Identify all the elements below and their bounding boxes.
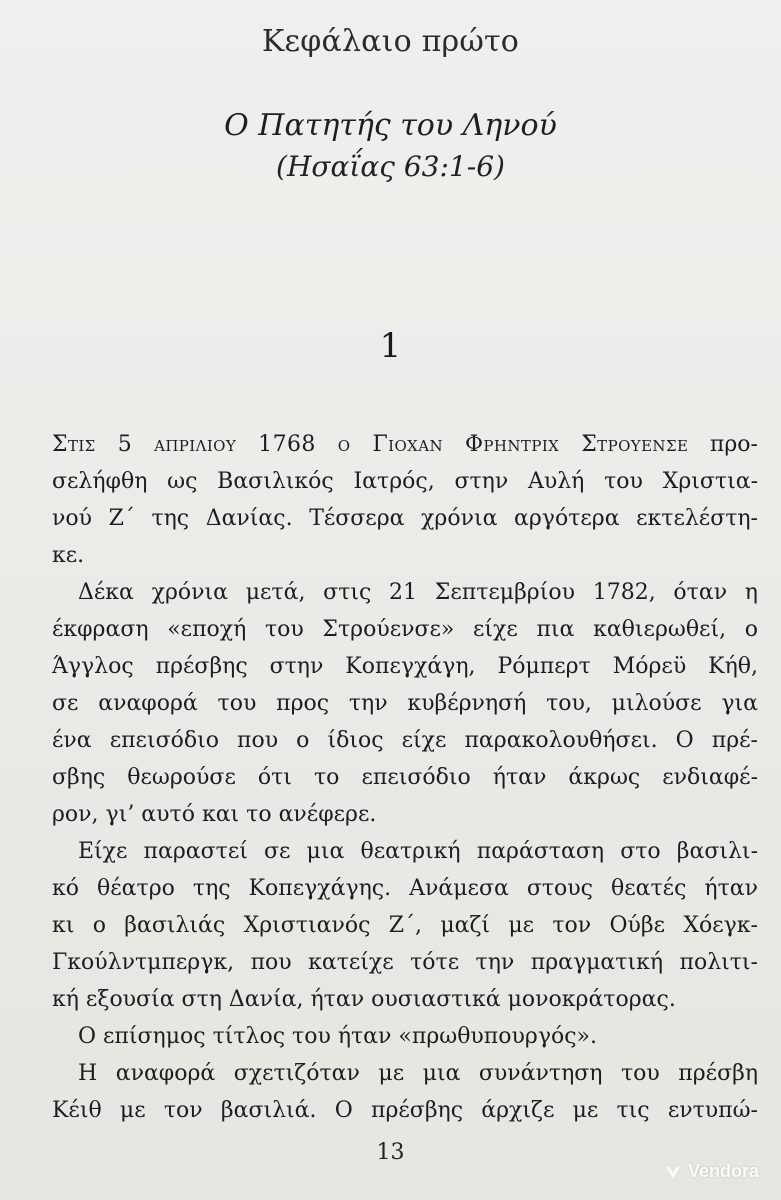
paragraph-line: σβης θεωρούσε ότι το επεισόδιο ήταν άκρως ενδιαφέ- xyxy=(52,765,758,790)
vendora-logo-icon xyxy=(664,1163,682,1181)
paragraph-line: κε. xyxy=(52,543,85,568)
paragraph-line: Δέκα χρόνια μετά, στις 21 Σεπτεμβρίου 1782, όταν η xyxy=(78,580,758,605)
paragraph-line: σε αναφορά του προς την κυβέρνησή του, μιλούσε για xyxy=(52,691,758,716)
chapter-title: Ο Πατητής του Ληνού xyxy=(224,108,557,143)
vendora-watermark xyxy=(664,1161,759,1182)
paragraph-line: Είχε παραστεί σε μια θεατρική παράσταση στο βασιλι- xyxy=(78,839,758,864)
chapter-reference: (Ησαΐας 63:1-6) xyxy=(276,150,505,183)
paragraph-line: νού Ζ΄ της Δανίας. Τέσσερα χρόνια αργότερα εκτελέστη- xyxy=(52,506,758,531)
page-number: 13 xyxy=(376,1140,405,1165)
paragraph-line: Ο επίσημος τίτλος του ήταν «πρωθυπουργός». xyxy=(78,1024,597,1049)
paragraph-line: Άγγλος πρέσβης στην Κοπεγχάγη, Ρόμπερτ Μόρεϋ Κήθ, xyxy=(52,654,758,679)
paragraph-lead-caps: Στις 5 απριλιου 1768 ο Γιοχαν Φρηντριχ Στρουενσε xyxy=(52,432,689,457)
paragraph-line: κή εξουσία στη Δανία, ήταν ουσιαστικά μονοκράτορας. xyxy=(52,987,676,1012)
paragraph-line: σελήφθη ως Βασιλικός Ιατρός, στην Αυλή του Χριστια- xyxy=(52,469,758,494)
paragraph-line: Γκούλντμπεργκ, που κατείχε τότε την πραγματική πολιτι- xyxy=(52,950,758,975)
paragraph-line: κι ο βασιλιάς Χριστιανός Ζ΄, μαζί με τον Ούβε Χόεγκ- xyxy=(52,913,758,938)
paragraph-line: κό θέατρο της Κοπεγχάγης. Ανάμεσα στους θεατές ήταν xyxy=(52,876,758,901)
paragraph-line-tail: προ- xyxy=(688,432,758,457)
section-number: 1 xyxy=(379,326,402,366)
body-text xyxy=(52,426,758,1129)
paragraph-line: Η αναφορά σχετιζόταν με μια συνάντηση του πρέσβη xyxy=(78,1061,758,1086)
paragraph-line xyxy=(52,426,758,463)
paragraph-line: ρον, γι’ αυτό και το ανέφερε. xyxy=(52,802,377,827)
chapter-label: Κεφάλαιο πρώτο xyxy=(261,24,520,59)
paragraph-line: ένα επεισόδιο που ο ίδιος είχε παρακολουθήσει. Ο πρέ- xyxy=(52,728,758,753)
watermark-brand: Vendora xyxy=(687,1161,759,1181)
paragraph-line: Κέιθ με τον βασιλιά. Ο πρέσβης άρχιζε με τις εντυπώ- xyxy=(52,1098,758,1123)
paragraph-line: έκφραση «εποχή του Στρούενσε» είχε πια καθιερωθεί, ο xyxy=(52,617,758,642)
